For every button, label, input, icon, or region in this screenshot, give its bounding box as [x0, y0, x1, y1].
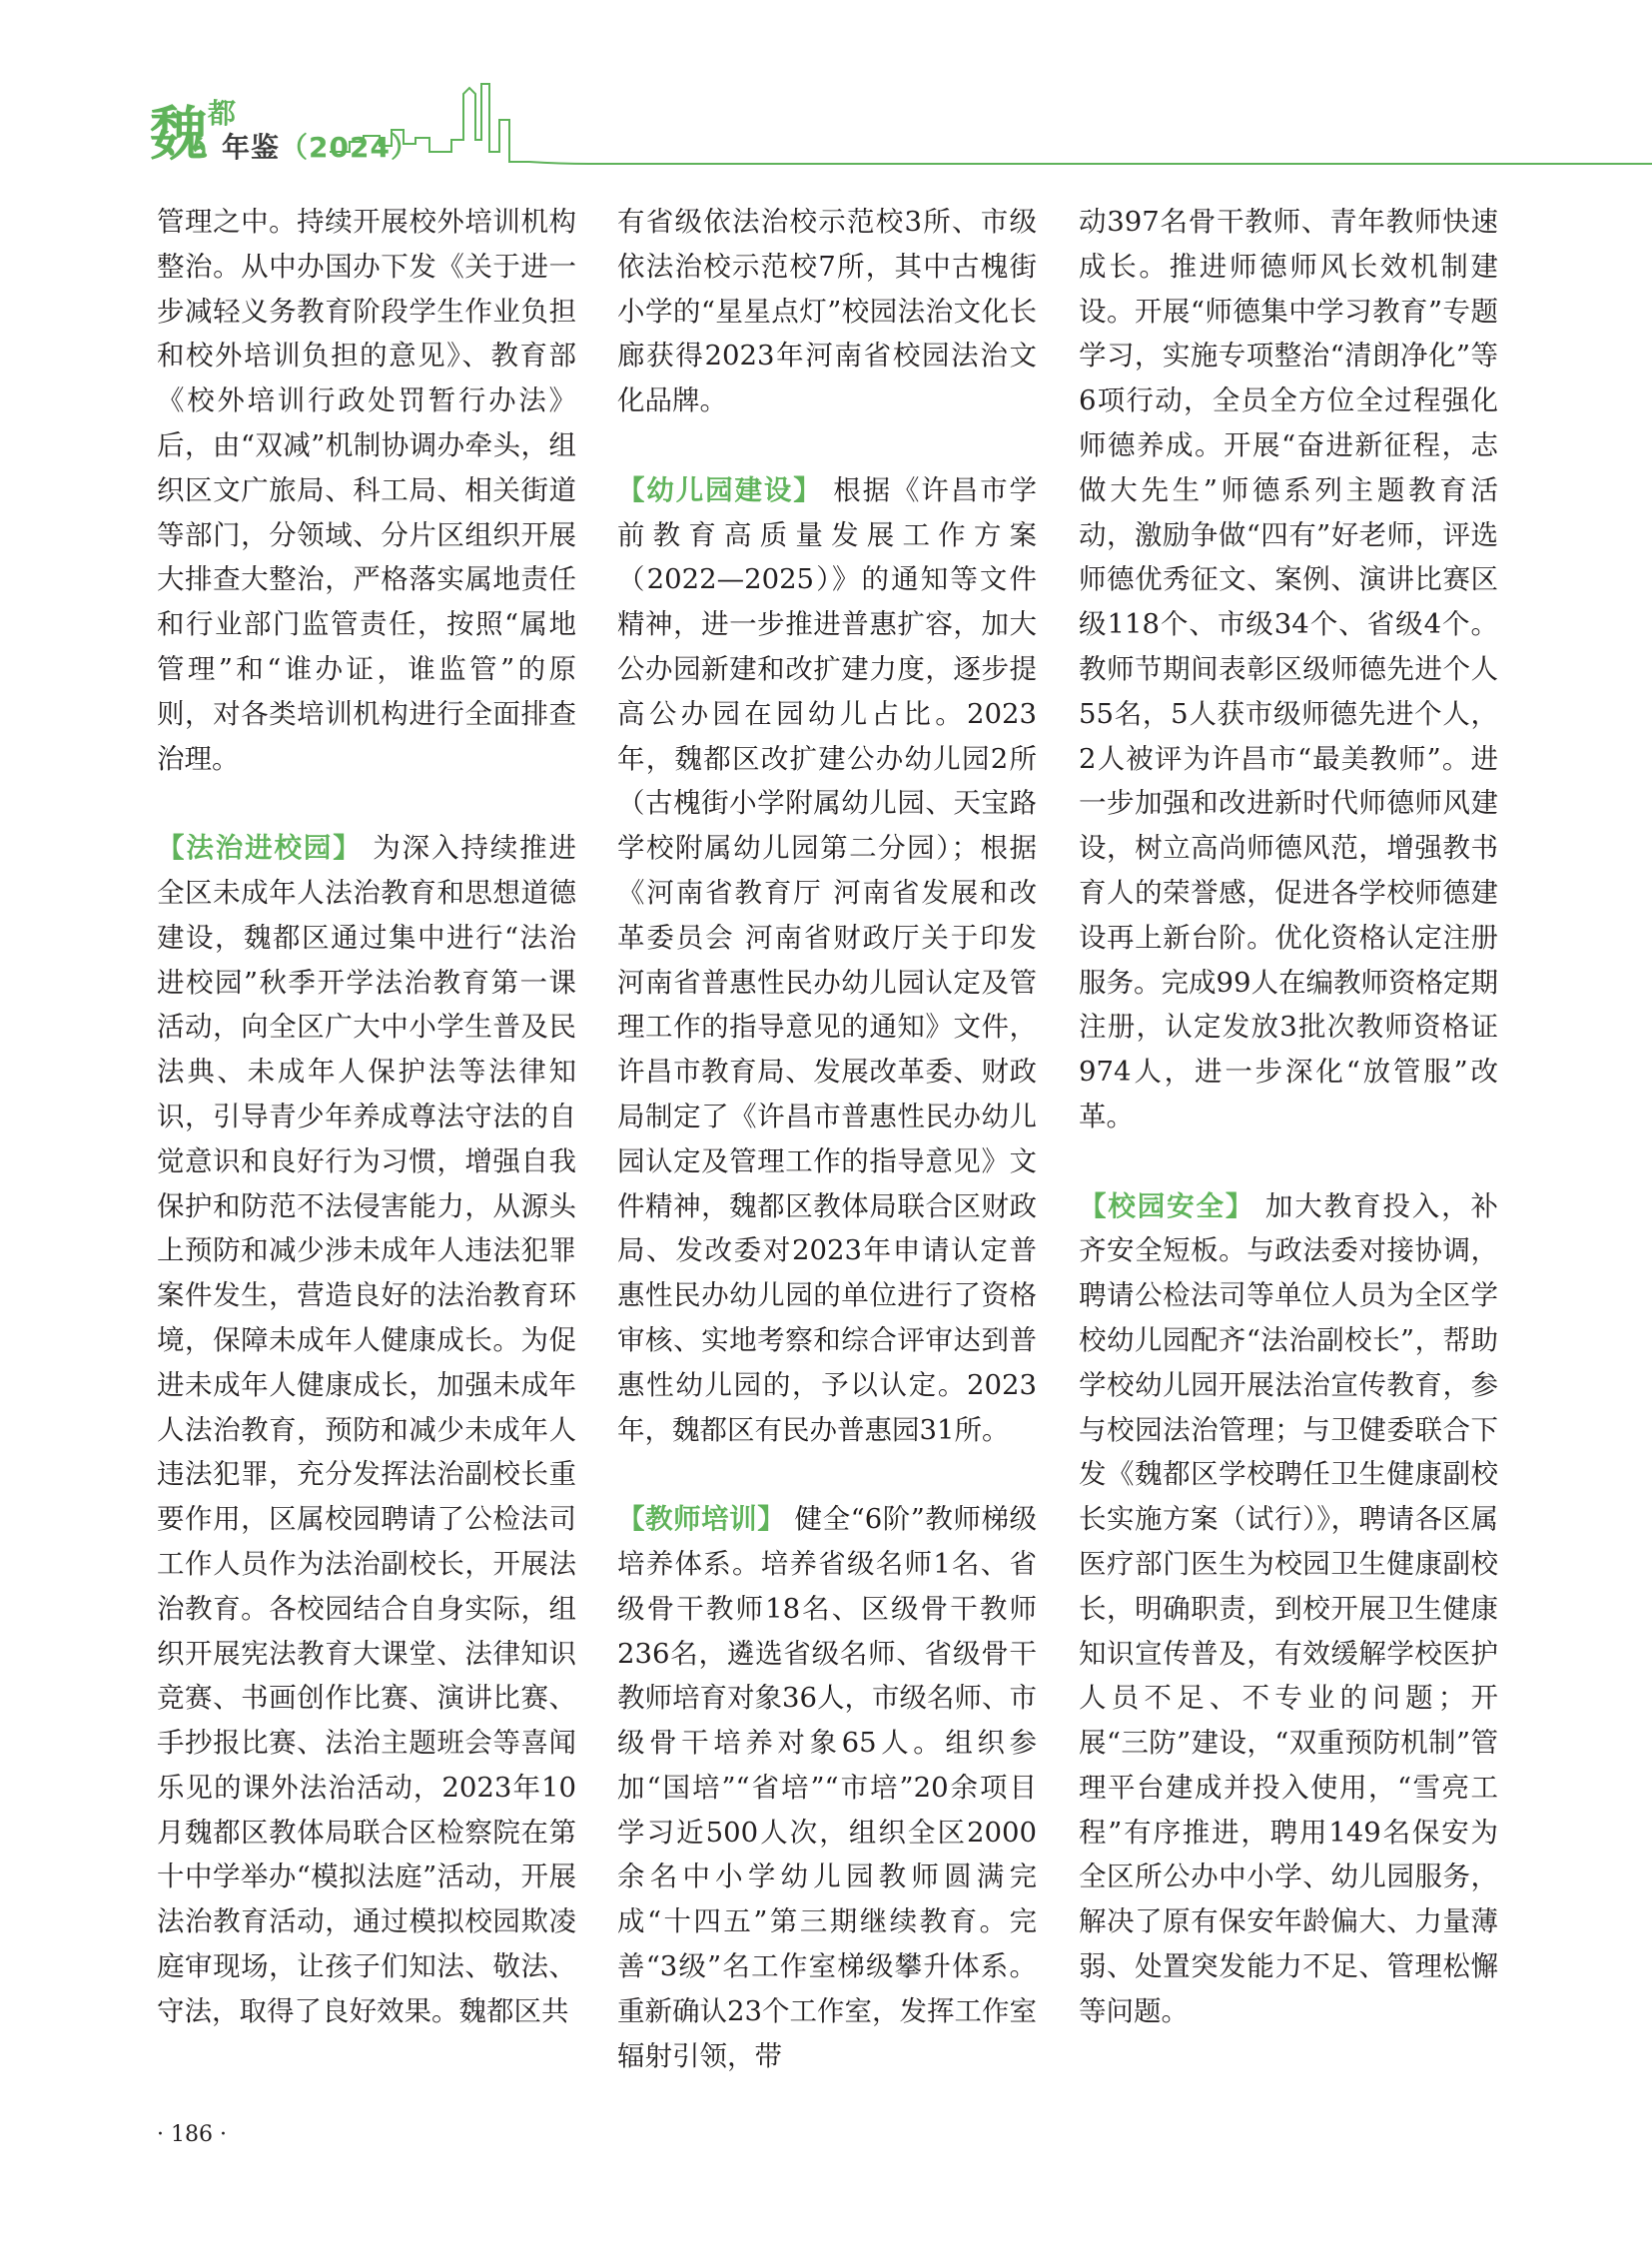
section-law-in-school — [157, 826, 576, 2034]
section-heading: 【校园安全】 — [1079, 1189, 1255, 1222]
section-heading: 【幼儿园建设】 — [617, 473, 823, 506]
section-heading: 【教师培训】 — [617, 1503, 786, 1536]
page-header — [0, 0, 1652, 175]
section-heading: 【法治进校园】 — [157, 832, 363, 865]
section-teacher-training — [617, 1497, 1037, 2078]
logo-character-du: 都 — [208, 97, 237, 130]
section-campus-safety — [1079, 1184, 1498, 2034]
paragraph-rule-of-law-schools: 有省级依法治校示范校3所、市级依法治校示范校7所，其中古槐街小学的“星星点灯”校园法治文化长廊获得2023年河南省校园法治文化品牌。 — [617, 206, 1037, 417]
section-body: 加大教育投入，补齐安全短板。与政法委对接协调，聘请公检法司等单位人员为全区学校幼儿园配齐“法治副校长”，帮助学校幼儿园开展法治宣传教育，参与校园法治管理；与卫健委联合下发《魏都区学校聘任卫生健康副校长实施方案（试行）》，聘请各区属医疗部门医生为校园卫生健康副校长，明确职责，到校开展卫生健康知识宣传普及，有效缓解学校医护人员不足、不专业的问题；开展“三防”建设，“双重预防机制”管理平台建成并投入使用，“雪亮工程”有序推进，聘用149名保安为全区所公办中小学、幼儿园服务，解决了原有保安年龄偏大、力量薄弱、处置突发能力不足、管理松懈等问题。 — [1079, 1189, 1498, 2027]
text-column-2 — [617, 200, 1037, 2078]
text-column-1 — [157, 200, 576, 2034]
logo-character-wei: 魏 — [150, 100, 209, 168]
page-number: · 186 · — [157, 2122, 227, 2147]
paragraph-training-institutions: 管理之中。持续开展校外培训机构整治。从中办国办下发《关于进一步减轻义务教育阶段学生作业负担和校外培训负担的意见》、教育部《校外培训行政处罚暂行办法》后，由“双减”机制协调办牵头，组织区文广旅局、科工局、相关街道等部门，分领域、分片区组织开展大排查大整治，严格落实属地责任和行业部门监管责任，按照“属地管理”和“谁办证，谁监管”的原则，对各类培训机构进行全面排查治理。 — [157, 206, 576, 775]
yearbook-year: （2024） — [280, 131, 419, 164]
section-body: 为深入持续推进全区未成年人法治教育和思想道德建设，魏都区通过集中进行“法治进校园”秋季开学法治教育第一课活动，向全区广大中小学生普及民法典、未成年人保护法等法律知识，引导青少年养成尊法守法的自觉意识和良好行为习惯，增强自我保护和防范不法侵害能力，从源头上预防和减少涉未成年人违法犯罪案件发生，营造良好的法治教育环境，保障未成年人健康成长。为促进未成年人健康成长，加强未成年人法治教育，预防和减少未成年人违法犯罪，充分发挥法治副校长重要作用，区属校园聘请了公检法司工作人员作为法治副校长，开展法治教育。各校园结合自身实际，组织开展宪法教育大课堂、法律知识竞赛、书画创作比赛、演讲比赛、手抄报比赛、法治主题班会等喜闻乐见的课外法治活动，2023年10月魏都区教体局联合区检察院在第十中学举办“模拟法庭”活动，开展法治教育活动，通过模拟校园欺凌庭审现场，让孩子们知法、敬法、守法，取得了良好效果。魏都区共 — [157, 832, 576, 2027]
paragraph-teacher-ethics: 动397名骨干教师、青年教师快速成长。推进师德师风长效机制建设。开展“师德集中学习教育”专题学习，实施专项整治“清朗净化”等6项行动，全员全方位全过程强化师德养成。开展“奋进新征程，志做大先生”师德系列主题教育活动，激励争做“四有”好老师，评选师德优秀征文、案例、演讲比赛区级118个、市级34个、省级4个。教师节期间表彰区级师德先进个人55名，5人获市级师德先进个人，2人被评为许昌市“最美教师”。进一步加强和改进新时代师德师风建设，树立高尚师德风范，增强教书育人的荣誉感，促进各学校师德建设再上新台阶。优化资格认定注册服务。完成99人在编教师资格定期注册，认定发放3批次教师资格证974人，进一步深化“放管服”改革。 — [1079, 206, 1498, 1132]
text-column-3 — [1079, 200, 1498, 2034]
section-body: 健全“6阶”教师梯级培养体系。培养省级名师1名、省级骨干教师18名、区级骨干教师236名，遴选省级名师、省级骨干教师培育对象36人，市级名师、市级骨干培养对象65人。组织参加“国培”“省培”“市培”20余项目学习近500人次，组织全区2000余名中小学幼儿园教师圆满完成“十四五”第三期继续教育。完善“3级”名工作室梯级攀升体系。重新确认23个工作室，发挥工作室辐射引领，带 — [617, 1503, 1037, 2072]
city-skyline-icon — [330, 80, 1652, 172]
yearbook-label: 年鉴 — [222, 131, 281, 164]
section-kindergarten — [617, 468, 1037, 1453]
section-body: 根据《许昌市学前教育高质量发展工作方案（2022—2025）》的通知等文件精神，进一步推进普惠扩容，加大公办园新建和改扩建力度，逐步提高公办园在园幼儿占比。2023年，魏都区改扩建公办幼儿园2所（古槐街小学附属幼儿园、天宝路学校附属幼儿园第二分园）；根据《河南省教育厅 河南省发展和改革委员会 河南省财政厅关于印发河南省普惠性民办幼儿园认定及管理工作的指导意见的通知》文件，许昌市教育局、发展改革委、财政局制定了《许昌市普惠性民办幼儿园认定及管理工作的指导意见》文件精神，魏都区教体局联合区财政局、发改委对2023年申请认定普惠性民办幼儿园的单位进行了资格审核、实地考察和综合评审达到普惠性幼儿园的，予以认定。2023年，魏都区有民办普惠园31所。 — [617, 473, 1037, 1446]
